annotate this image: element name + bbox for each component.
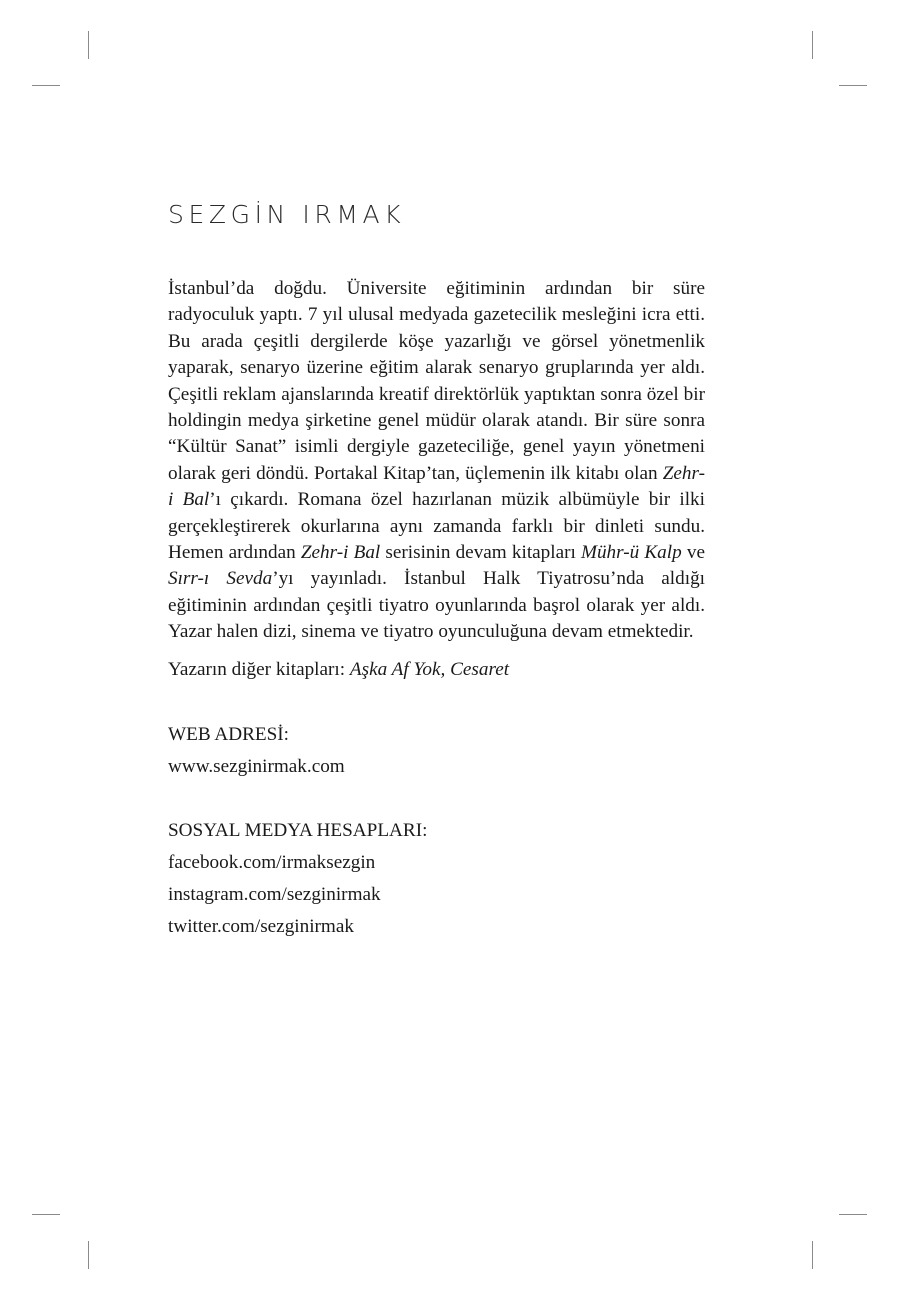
other-books-titles: Aşka Af Yok, Cesaret (349, 658, 510, 680)
bio-text: ve (681, 542, 705, 564)
bio-book-title: Zehr-i Bal (168, 462, 705, 511)
bio-book-title: Mühr-ü Kalp (580, 542, 682, 564)
crop-mark-top-left-vertical (88, 31, 89, 59)
social-facebook: facebook.com/irmaksezgin (168, 852, 376, 874)
crop-mark-top-right-vertical (812, 31, 813, 59)
bio-text: İstanbul’da doğdu. Üniversite eğitiminin ardından bir süre radyoculuk yaptı. 7 yıl ulusal medyada gazetecilik mesleğini icra etti. Bu arada çeşitli dergilerde köşe yazarlığı ve görsel yönetmenlik yaparak, senaryo üzerine eğitim alarak senaryo gruplarında yer aldı. Çeşitli reklam ajanslarında kreatif direktörlük yaptıktan sonra özel bir holdingin medya şirketine genel müdür olarak atandı. Bir süre sonra “Kültür Sanat” isimli dergiyle gazeteciliğe, genel yayın yönetmeni olarak geri döndü. Portakal Kitap’tan, üçlemenin ilk kitabı olan (168, 278, 705, 484)
crop-mark-top-right-horizontal (839, 85, 867, 86)
crop-mark-bottom-right-horizontal (839, 1214, 867, 1215)
author-biography (168, 276, 705, 646)
web-address-block (168, 719, 705, 783)
web-address-label: WEB ADRESİ: (168, 724, 289, 746)
other-books-line (168, 657, 705, 683)
bio-book-title: Sırr-ı Sevda (168, 568, 273, 590)
bio-book-title: Zehr-i Bal (300, 542, 381, 564)
social-media-block (168, 815, 705, 943)
author-name: SEZGİN IRMAK (168, 200, 406, 229)
social-twitter: twitter.com/sezginirmak (168, 916, 354, 938)
crop-mark-bottom-left-horizontal (32, 1214, 60, 1215)
crop-mark-bottom-right-vertical (812, 1241, 813, 1269)
other-books-label: Yazarın diğer kitapları: (168, 658, 350, 680)
bio-text: serisinin devam kitapları (380, 542, 581, 564)
social-instagram: instagram.com/sezginirmak (168, 884, 381, 906)
bio-text: ’ı çıkardı. Romana özel hazırlanan müzik albümüyle bir ilki gerçekleştirerek okurlarına aynı zamanda farklı bir dinleti sundu. Hemen ardından (168, 489, 705, 564)
web-address-url: www.sezginirmak.com (168, 756, 345, 778)
crop-mark-bottom-left-vertical (88, 1241, 89, 1269)
bio-text: ’yı yayınladı. İstanbul Halk Tiyatrosu’nda aldığı eğitiminin ardından çeşitli tiyatro oyunlarında başrol olarak yer aldı. Yazar halen dizi, sinema ve tiyatro oyunculuğuna devam etmektedir. (168, 568, 705, 643)
page-content (168, 200, 705, 943)
social-media-label: SOSYAL MEDYA HESAPLARI: (168, 820, 428, 842)
crop-mark-top-left-horizontal (32, 85, 60, 86)
